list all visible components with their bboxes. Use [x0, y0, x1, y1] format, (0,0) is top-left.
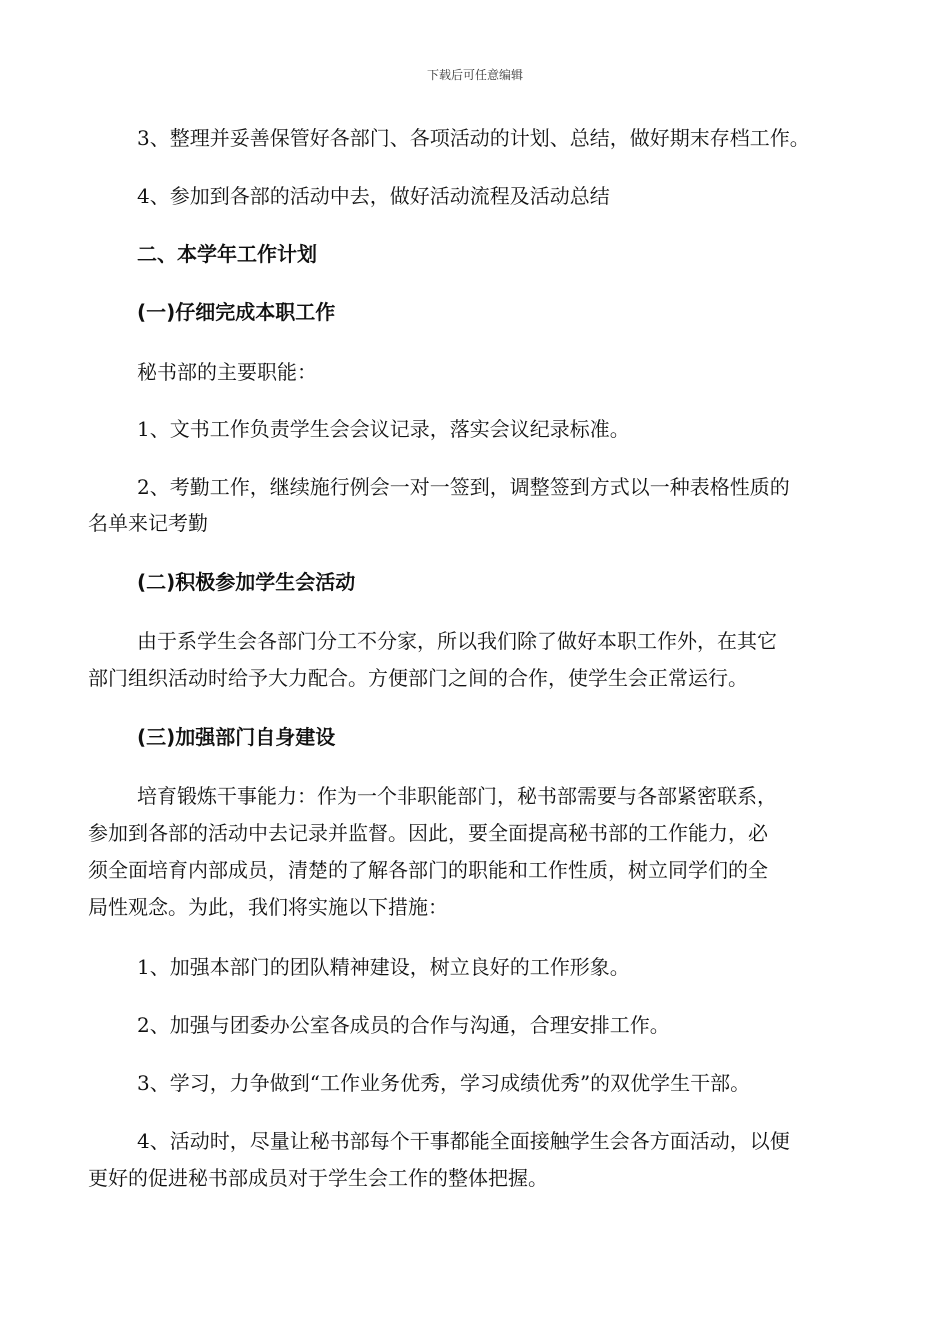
page-header-note: 下载后可任意编辑	[426, 68, 523, 82]
